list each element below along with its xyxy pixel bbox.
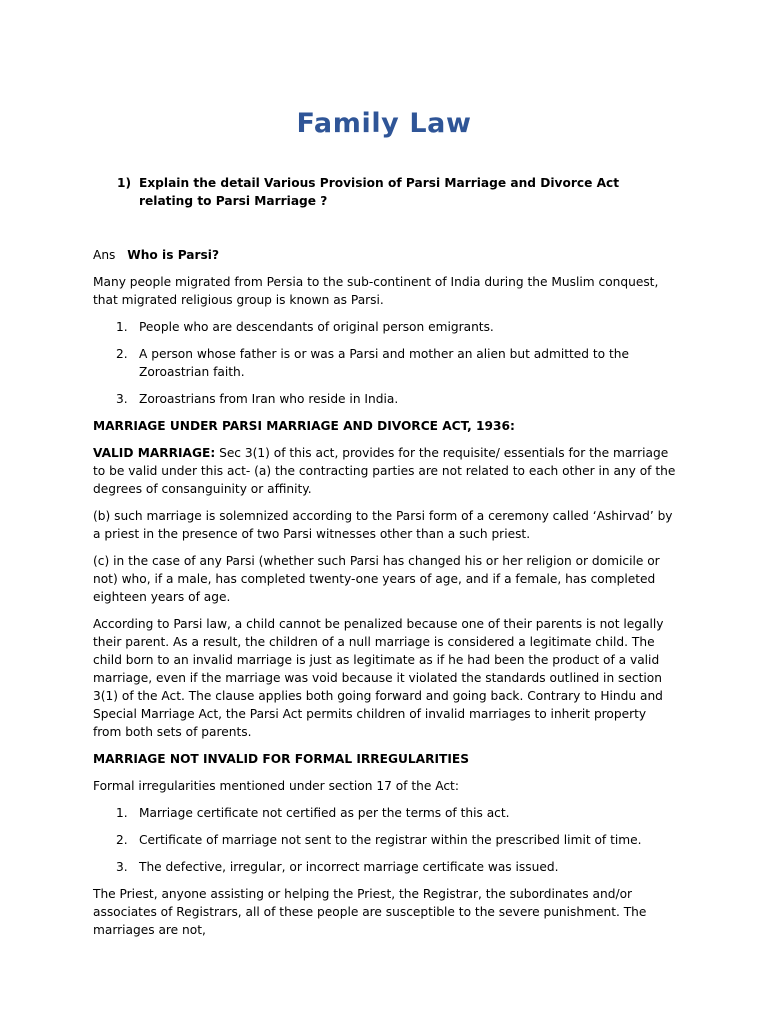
list-item-text: Zoroastrians from Iran who reside in India. — [139, 392, 399, 406]
question-text: Explain the detail Various Provision of Parsi Marriage and Divorce Act relating to Parsi Marriage ? — [139, 176, 620, 208]
section-heading-marriage: MARRIAGE UNDER PARSI MARRIAGE AND DIVORCE ACT, 1936: — [93, 419, 515, 433]
irregularities-intro: Formal irregularities mentioned under section 17 of the Act: — [93, 779, 459, 793]
valid-marriage-paragraph — [93, 444, 677, 498]
list-item — [93, 831, 677, 849]
list-item-text: Certificate of marriage not sent to the registrar within the prescribed limit of time. — [139, 833, 642, 847]
answer-label: Ans — [93, 248, 116, 262]
list-item-number: 3. — [116, 860, 128, 874]
closing-paragraph: The Priest, anyone assisting or helping the Priest, the Registrar, the subordinates and/or associates of Registrars, all of these people are susceptible to the severe punishment. The marriages are not, — [93, 887, 647, 937]
valid-marriage-label: VALID MARRIAGE: — [93, 446, 216, 460]
list-item — [93, 858, 677, 876]
list-item-number: 1. — [116, 806, 128, 820]
list-item-text: People who are descendants of original person emigrants. — [139, 320, 494, 334]
question-item — [93, 174, 677, 210]
section-heading-irregularities: MARRIAGE NOT INVALID FOR FORMAL IRREGULARITIES — [93, 752, 469, 766]
paragraph-c: (c) in the case of any Parsi (whether such Parsi has changed his or her religion or domicile or not) who, if a male, has completed twenty-one years of age, and if a female, has completed eighteen years of age. — [93, 554, 660, 604]
list-item-number: 2. — [116, 833, 128, 847]
question-number: 1) — [117, 176, 132, 190]
list-item-text: A person whose father is or was a Parsi and mother an alien but admitted to the Zoroastrian faith. — [139, 347, 629, 379]
list-item-text: Marriage certificate not certified as per the terms of this act. — [139, 806, 510, 820]
valid-marriage-text: Sec 3(1) of this act, provides for the requisite/ essentials for the marriage to be valid under this act- (a) the contracting parties are not related to each other in any of the degrees of consanguinity or affinity. — [93, 446, 676, 496]
paragraph-b: (b) such marriage is solemnized according to the Parsi form of a ceremony called ‘Ashirvad’ by a priest in the presence of two Parsi witnesses other than a such priest. — [93, 509, 673, 541]
answer-heading: Who is Parsi? — [127, 248, 220, 262]
document-title: Family Law — [296, 108, 472, 139]
list-item-number: 1. — [116, 320, 128, 334]
list-item — [93, 345, 677, 381]
list-item — [93, 804, 677, 822]
list-item-text: The defective, irregular, or incorrect marriage certificate was issued. — [139, 860, 559, 874]
answer-heading-line — [93, 246, 677, 264]
intro-paragraph: Many people migrated from Persia to the sub-continent of India during the Muslim conquest, that migrated religious group is known as Parsi. — [93, 275, 659, 307]
list-item — [93, 318, 677, 336]
list-item — [93, 390, 677, 408]
parsi-law-paragraph: According to Parsi law, a child cannot be penalized because one of their parents is not legally their parent. As a result, the children of a null marriage is considered a legitimate child. The child born to an invalid marriage is just as legitimate as if he had been the product of a valid marriage, even if the marriage was void because it violated the standards outlined in section 3(1) of the Act. The clause applies both going forward and going back. Contrary to Hindu and Special Marriage Act, the Parsi Act permits children of invalid marriages to inherit property from both sets of parents. — [93, 617, 664, 739]
list-item-number: 3. — [116, 392, 128, 406]
parsi-definition-list — [93, 318, 677, 408]
list-item-number: 2. — [116, 347, 128, 361]
document-body — [93, 174, 677, 948]
irregularities-list — [93, 804, 677, 876]
